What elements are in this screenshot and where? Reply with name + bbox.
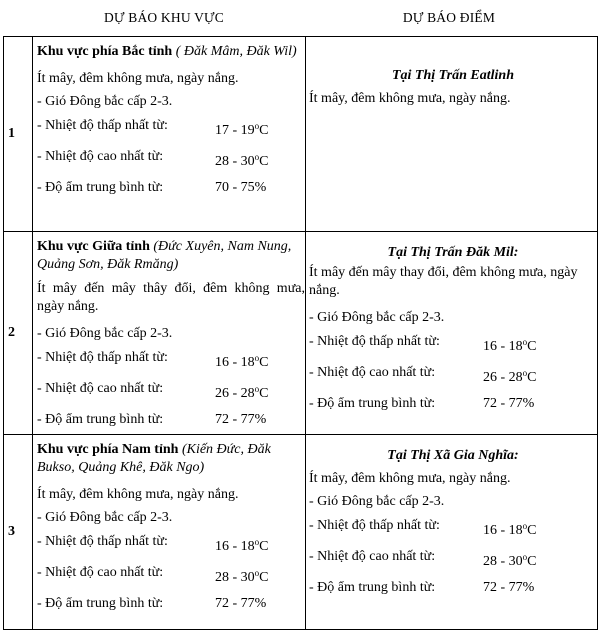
point-min-temp-value: 16 - 18$^o$C [483, 521, 537, 538]
point-humidity-label: - Độ ẩm trung bình từ: [309, 396, 436, 411]
humidity-line [37, 175, 305, 201]
header-regional-forecast: DỰ BÁO KHU VỰC [104, 10, 224, 25]
min-temp-value: 16 - 18$^o$C [215, 353, 269, 370]
table-row [4, 37, 598, 232]
point-max-temp-value: 26 - 28$^o$C [483, 368, 537, 385]
region-name: Khu vực Giữa tỉnh [37, 239, 150, 254]
point-min-temp-label: - Nhiệt độ thấp nhất từ: [309, 518, 440, 533]
regional-cell [33, 232, 306, 435]
point-max-temp-value: 28 - 30$^o$C [483, 552, 537, 569]
table-row [4, 435, 598, 630]
region-title [37, 441, 305, 477]
humidity-value: 72 - 77% [215, 596, 267, 611]
point-min-temp-value: 16 - 18$^o$C [483, 337, 537, 354]
max-temp-line [37, 144, 305, 175]
point-humidity-line [309, 575, 597, 601]
weather-text: Ít mây, đêm không mưa, ngày nắng. [37, 71, 239, 86]
max-temp-value: 28 - 30$^o$C [215, 152, 269, 169]
min-temp-line [37, 113, 305, 144]
region-areas: ( Đăk Mâm, Đăk Wil) [175, 44, 297, 59]
table-row [4, 232, 598, 435]
point-cell [306, 435, 598, 630]
wind-text: - Gió Đông bắc cấp 2-3. [37, 326, 173, 341]
max-temp-line [37, 560, 305, 591]
max-temp-label: - Nhiệt độ cao nhất từ: [37, 149, 164, 164]
point-cell [306, 37, 598, 232]
min-temp-value: 16 - 18$^o$C [215, 537, 269, 554]
region-areas: (Đức Xuyên, Nam Nung, Quảng Sơn, Đăk Rmăng) [37, 239, 292, 272]
point-weather-text: Ít mây, đêm không mưa, ngày nắng. [309, 471, 511, 486]
humidity-line [37, 591, 305, 617]
point-humidity-line [309, 391, 597, 417]
wind-text: - Gió Đông bắc cấp 2-3. [37, 94, 173, 109]
point-min-temp-line [309, 513, 597, 544]
max-temp-label: - Nhiệt độ cao nhất từ: [37, 381, 164, 396]
region-name: Khu vực phía Nam tỉnh [37, 442, 179, 457]
regional-cell [33, 37, 306, 232]
point-max-temp-line [309, 360, 597, 391]
region-areas: (Kiến Đức, Đăk Bukso, Quảng Khê, Đăk Ngo) [37, 442, 271, 475]
point-wind-text: - Gió Đông bắc cấp 2-3. [309, 310, 445, 325]
max-temp-label: - Nhiệt độ cao nhất từ: [37, 565, 164, 580]
min-temp-line [37, 529, 305, 560]
wind-text: - Gió Đông bắc cấp 2-3. [37, 510, 173, 525]
humidity-label: - Độ ẩm trung bình từ: [37, 596, 164, 611]
point-station-name: Tại Thị Trấn Eatlinh [391, 68, 514, 83]
humidity-value: 72 - 77% [215, 412, 267, 427]
point-max-temp-line [309, 544, 597, 575]
region-title [37, 43, 305, 61]
humidity-label: - Độ ẩm trung bình từ: [37, 180, 164, 195]
point-station-name: Tại Thị Xã Gia Nghĩa: [387, 448, 519, 463]
point-max-temp-label: - Nhiệt độ cao nhất từ: [309, 549, 436, 564]
point-max-temp-label: - Nhiệt độ cao nhất từ: [309, 365, 436, 380]
weather-text: Ít mây đến mây thây đổi, đêm không mưa, ngày nắng. [37, 281, 305, 314]
humidity-label: - Độ ẩm trung bình từ: [37, 412, 164, 427]
point-humidity-label: - Độ ẩm trung bình từ: [309, 580, 436, 595]
point-min-temp-line [309, 329, 597, 360]
point-weather-text: Ít mây, đêm không mưa, ngày nắng. [309, 91, 511, 106]
point-cell [306, 232, 598, 435]
point-wind-text: - Gió Đông bắc cấp 2-3. [309, 494, 445, 509]
row-number: 1 [4, 37, 33, 232]
humidity-line [37, 407, 305, 433]
max-temp-value: 28 - 30$^o$C [215, 568, 269, 585]
forecast-table [3, 36, 598, 630]
header-point-forecast: DỰ BÁO ĐIỂM [402, 10, 496, 25]
min-temp-line [37, 345, 305, 376]
min-temp-value: 17 - 19$^o$C [215, 121, 269, 138]
min-temp-label: - Nhiệt độ thấp nhất từ: [37, 534, 168, 549]
regional-cell [33, 435, 306, 630]
weather-text: Ít mây, đêm không mưa, ngày nắng. [37, 487, 239, 502]
max-temp-line [37, 376, 305, 407]
point-weather-text: Ít mây đến mây thay đổi, đêm không mưa, ngày nắng. [309, 265, 578, 298]
point-humidity-value: 72 - 77% [483, 580, 535, 595]
point-station-name: Tại Thị Trấn Đăk Mil: [387, 245, 519, 260]
row-number: 3 [4, 435, 33, 630]
max-temp-value: 26 - 28$^o$C [215, 384, 269, 401]
point-min-temp-label: - Nhiệt độ thấp nhất từ: [309, 334, 440, 349]
min-temp-label: - Nhiệt độ thấp nhất từ: [37, 118, 168, 133]
min-temp-label: - Nhiệt độ thấp nhất từ: [37, 350, 168, 365]
region-title [37, 238, 305, 274]
region-name: Khu vực phía Bắc tỉnh [37, 44, 173, 59]
humidity-value: 70 - 75% [215, 180, 267, 195]
point-humidity-value: 72 - 77% [483, 396, 535, 411]
row-number: 2 [4, 232, 33, 435]
